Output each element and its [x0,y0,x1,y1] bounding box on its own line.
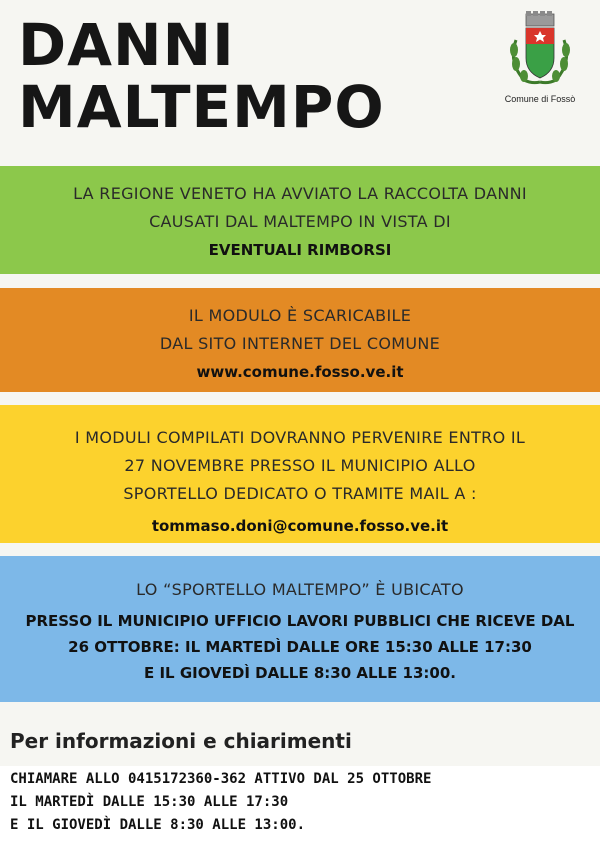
section-line: LA REGIONE VENETO HA AVVIATO LA RACCOLTA DANNI [73,184,527,203]
municipality-logo [490,10,590,115]
title-line-danni: DANNI [18,11,235,79]
info-line: IL MARTEDÌ DALLE 15:30 ALLE 17:30 [10,794,289,810]
section-line: DAL SITO INTERNET DEL COMUNE [159,334,441,353]
section-line: IL MODULO È SCARICABILE [188,306,412,325]
section-line: SPORTELLO DEDICATO O TRAMITE MAIL A : [123,484,477,503]
section-highlight: 26 OTTOBRE: IL MARTEDÌ DALLE ORE 15:30 ALLE 17:30 [68,638,532,656]
section-highlight: EVENTUALI RIMBORSI [208,241,392,259]
info-box [0,766,600,848]
coat-of-arms-icon [502,10,578,90]
section-line: CAUSATI DAL MALTEMPO IN VISTA DI [149,212,451,231]
info-line: CHIAMARE ALLO 0415172360-362 ATTIVO DAL 25 OTTOBRE [10,771,432,787]
page-title [18,11,385,141]
website-link[interactable]: www.comune.fosso.ve.it [196,363,404,381]
section-consegna [0,405,600,543]
info-line: E IL GIOVEDÌ DALLE 8:30 ALLE 13:00. [10,817,306,833]
section-highlight: PRESSO IL MUNICIPIO UFFICIO LAVORI PUBBLICI CHE RICEVE DAL [25,612,575,630]
logo-caption: Comune di Fossò [504,94,576,104]
section-modulo [0,288,600,392]
section-highlight: E IL GIOVEDÌ DALLE 8:30 ALLE 13:00. [144,664,456,682]
section-regione [0,166,600,274]
section-line: I MODULI COMPILATI DOVRANNO PERVENIRE ENTRO IL [74,428,526,447]
title-line-maltempo: MALTEMPO [18,73,385,141]
section-line: LO “SPORTELLO MALTEMPO” È UBICATO [136,580,464,599]
section-line: 27 NOVEMBRE PRESSO IL MUNICIPIO ALLO [124,456,476,475]
info-title: Per informazioni e chiarimenti [10,729,352,753]
section-sportello [0,556,600,702]
email-link[interactable]: tommaso.doni@comune.fosso.ve.it [151,517,449,535]
